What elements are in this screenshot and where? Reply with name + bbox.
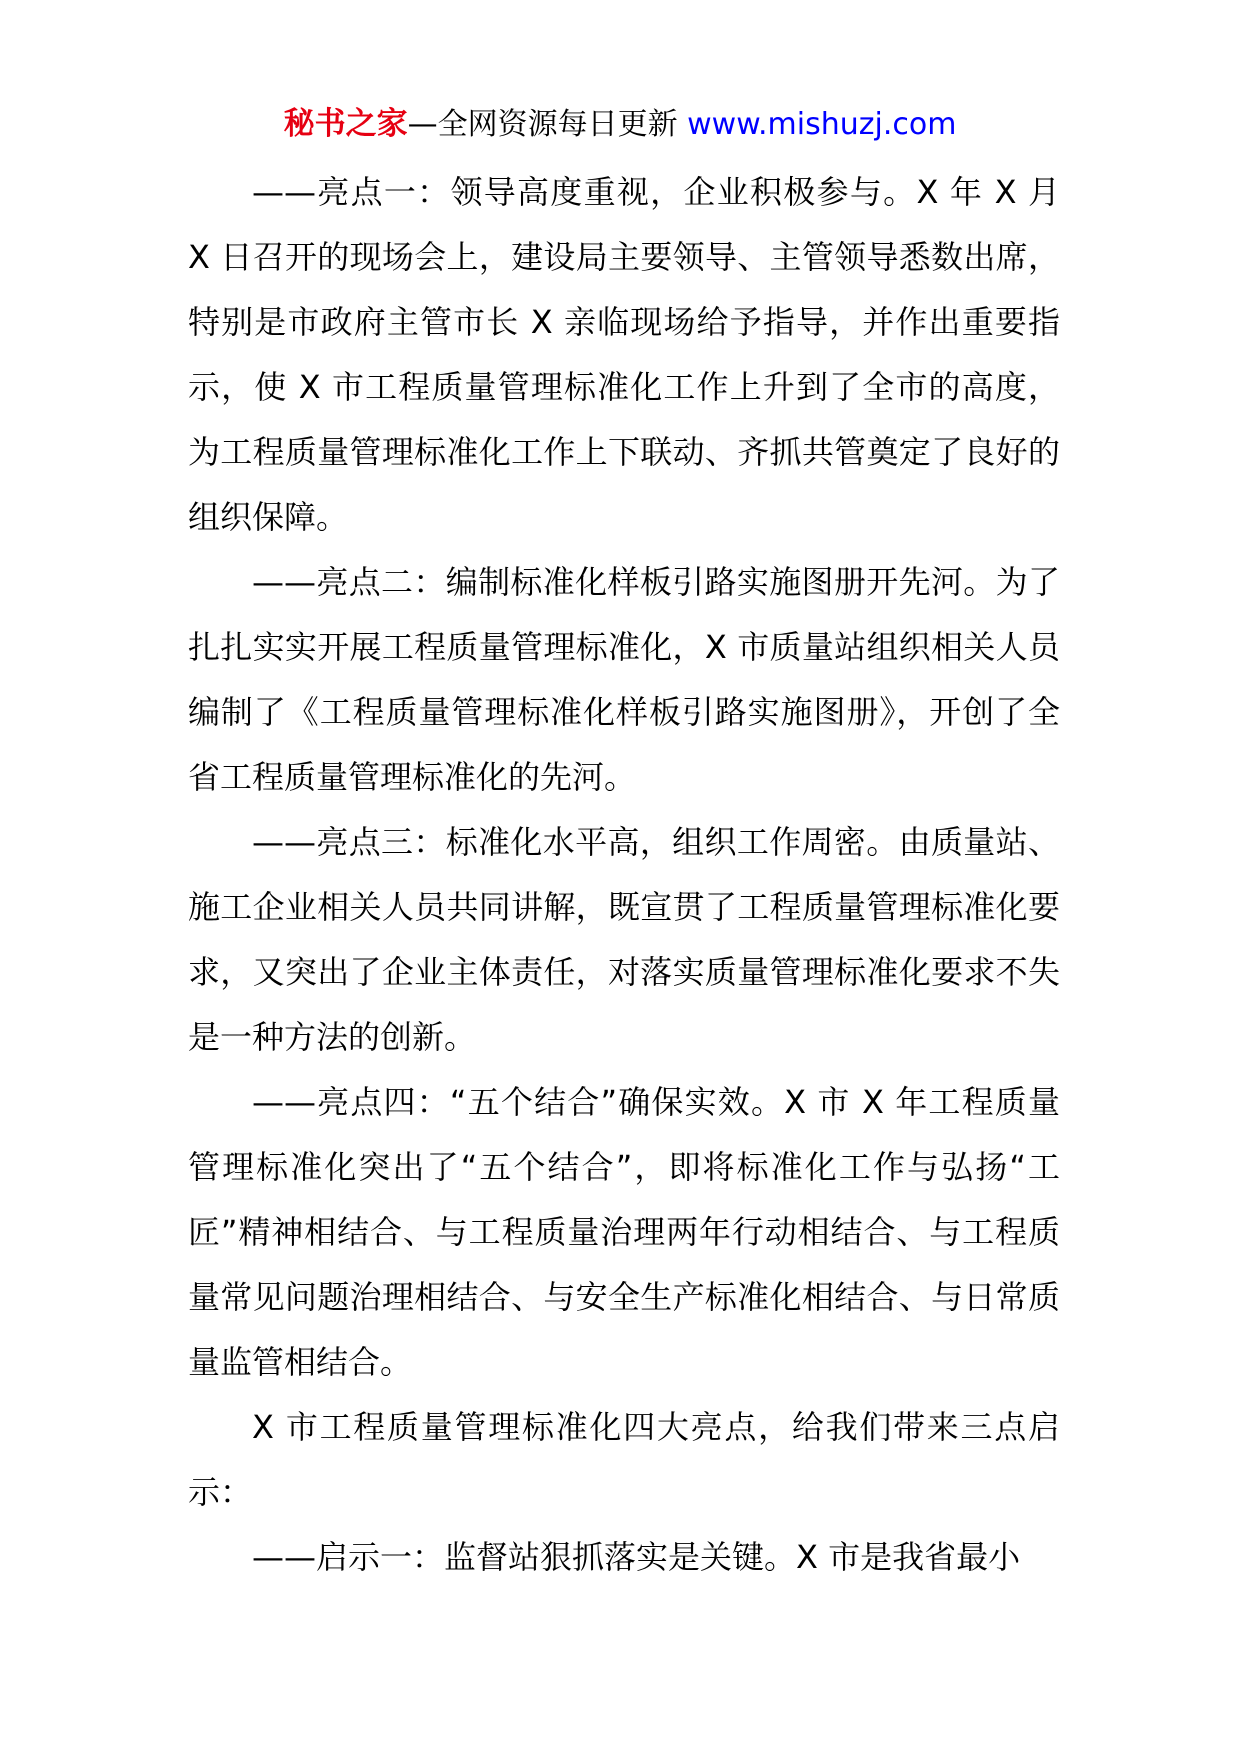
site-tagline: —全网资源每日更新 (407, 107, 688, 142)
paragraph-summary: X 市工程质量管理标准化四大亮点，给我们带来三点启示： (188, 1408, 1060, 1511)
site-header (0, 104, 1240, 145)
paragraph-insight-1: ——启示一：监督站狠抓落实是关键。X 市是我省最小 (252, 1538, 1021, 1576)
document-body (188, 160, 1060, 1590)
paragraph-highlight-1: ——亮点一：领导高度重视，企业积极参与。X 年 X 月 X 日召开的现场会上，建设局主要领导、主管领导悉数出席，特别是市政府主管市长 X 亲临现场给予指导，并作出重要指示，使 X 市工程质量管理标准化工作上升到了全市的高度，为工程质量管理标准化工作上下联动、齐抓共管奠定了良好的组织保障。 (188, 173, 1060, 536)
paragraph-highlight-2: ——亮点二：编制标准化样板引路实施图册开先河。为了扎扎实实开展工程质量管理标准化，X 市质量站组织相关人员编制了《工程质量管理标准化样板引路实施图册》，开创了全省工程质量管理标准化的先河。 (188, 563, 1060, 796)
site-url-link[interactable]: www.mishuzj.com (687, 107, 957, 142)
paragraph-highlight-4: ——亮点四：“五个结合”确保实效。X 市 X 年工程质量管理标准化突出了“五个结合”，即将标准化工作与弘扬“工匠”精神相结合、与工程质量治理两年行动相结合、与工程质量常见问题治理相结合、与安全生产标准化相结合、与日常质量监管相结合。 (188, 1083, 1060, 1381)
paragraph-highlight-3: ——亮点三：标准化水平高，组织工作周密。由质量站、施工企业相关人员共同讲解，既宣贯了工程质量管理标准化要求，又突出了企业主体责任，对落实质量管理标准化要求不失是一种方法的创新。 (188, 823, 1060, 1056)
site-brand: 秘书之家 (283, 106, 408, 142)
